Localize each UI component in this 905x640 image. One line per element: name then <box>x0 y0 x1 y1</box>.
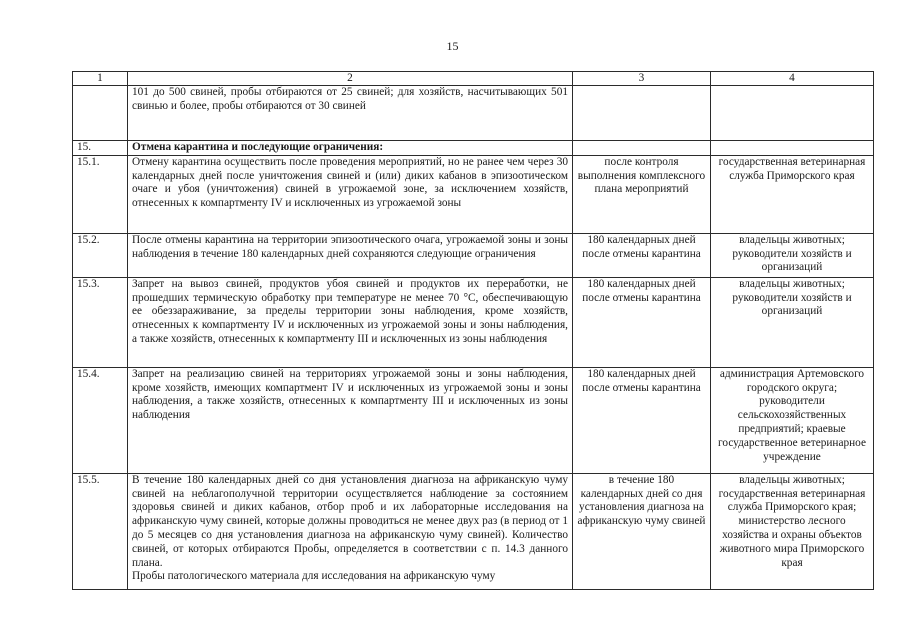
header-col-2: 2 <box>128 72 573 86</box>
row-responsible: государственная ветеринарная служба Приморского края <box>711 155 874 233</box>
row-number: 15.1. <box>73 155 128 233</box>
row-description-cut-line: Пробы патологического материала для исследования на африканскую чуму <box>132 570 496 583</box>
row-number: 15.2. <box>73 233 128 277</box>
header-col-3: 3 <box>573 72 711 86</box>
plan-table <box>72 71 874 590</box>
row-term: 180 календарных дней после отмены карантина <box>573 277 711 367</box>
row-term: после контроля выполнения комплексного плана мероприятий <box>573 155 711 233</box>
row-responsible: администрация Артемовского городского округа; руководители сельскохозяйственных предприятий; краевые государственное ветеринарное учреждение <box>711 367 874 473</box>
section-row <box>73 141 874 156</box>
header-col-4: 4 <box>711 72 874 86</box>
table-header-row <box>73 72 874 86</box>
row-description: В течение 180 календарных дней со дня установления диагноза на африканскую чуму свиней на неблагополучной территории осуществляется наблюдение за состоянием здоровья свиней и диких кабанов, отбор проб и их лабораторные исследования на африканскую чуму свиней, которые должны проводиться не менее двух раз (в период от 1 до 5 месяцев со дня установления диагноза на африканскую чуму свиней). Количество свиней, от которых отбираются Пробы, определяется в соответствии с п. 14.3 данного плана. <box>132 473 568 569</box>
section-title: Отмена карантина и последующие ограничения: <box>132 141 384 153</box>
row-responsible <box>711 86 874 141</box>
row-number: 15.3. <box>73 277 128 367</box>
row-description: Запрет на вывоз свиней, продуктов убоя свиней и продуктов их переработки, не прошедших термическую обработку при температуре не менее 70 °С, обеспечивающую ее обеззараживание, за пределы территории зоны наблюдения, кроме хозяйств, отнесенных к компартменту IV и исключенных из угрожаемой зоны и зоны наблюдения, а также хозяйств, отнесенных к компартменту III и исключенных из зоны наблюдения <box>128 277 573 367</box>
row-description: 101 до 500 свиней, пробы отбираются от 25 свиней; для хозяйств, насчитывающих 501 свинью и более, пробы отбираются от 30 свиней <box>128 86 573 141</box>
row-term: 180 календарных дней после отмены карантина <box>573 367 711 473</box>
row-term <box>573 86 711 141</box>
row-responsible: владельцы животных; руководители хозяйств и организаций <box>711 233 874 277</box>
row-term: 180 календарных дней после отмены карантина <box>573 233 711 277</box>
table-row <box>73 155 874 233</box>
header-col-1: 1 <box>73 72 128 86</box>
table-row <box>73 473 874 589</box>
row-term: в течение 180 календарных дней со дня установления диагноза на африканскую чуму свиней <box>573 473 711 589</box>
row-number <box>73 86 128 141</box>
row-number: 15.5. <box>73 473 128 589</box>
table-row <box>73 277 874 367</box>
page-number: 15 <box>446 39 459 53</box>
row-responsible: владельцы животных; руководители хозяйств и организаций <box>711 277 874 367</box>
section-title-cell <box>128 141 573 156</box>
section-number: 15. <box>73 141 128 156</box>
row-description: После отмены карантина на территории эпизоотического очага, угрожаемой зоны и зоны наблюдения в течение 180 календарных дней сохраняются следующие ограничения <box>128 233 573 277</box>
continuation-row <box>73 86 874 141</box>
row-description: Запрет на реализацию свиней на территориях угрожаемой зоны и зоны наблюдения, кроме хозяйств, имеющих компартмент IV и исключенных из угрожаемой зоны и зоны наблюдения, а также хозяйств, отнесенных к компартменту III и исключенных из зоны наблюдения <box>128 367 573 473</box>
row-description: Отмену карантина осуществить после проведения мероприятий, но не ранее чем через 30 календарных дней после уничтожения свиней и (или) диких кабанов в эпизоотическом очаге и убоя (уничтожения) свиней в угрожаемой зоне, за исключением хозяйств, отнесенных к компартменту IV и исключенных из угрожаемой зоны <box>128 155 573 233</box>
row-number: 15.4. <box>73 367 128 473</box>
row-responsible: владельцы животных; государственная ветеринарная служба Приморского края; министерство лесного хозяйства и охраны объектов животного мира Приморского края <box>711 473 874 589</box>
row-description-cell <box>128 473 573 589</box>
table-row <box>73 367 874 473</box>
table-row <box>73 233 874 277</box>
